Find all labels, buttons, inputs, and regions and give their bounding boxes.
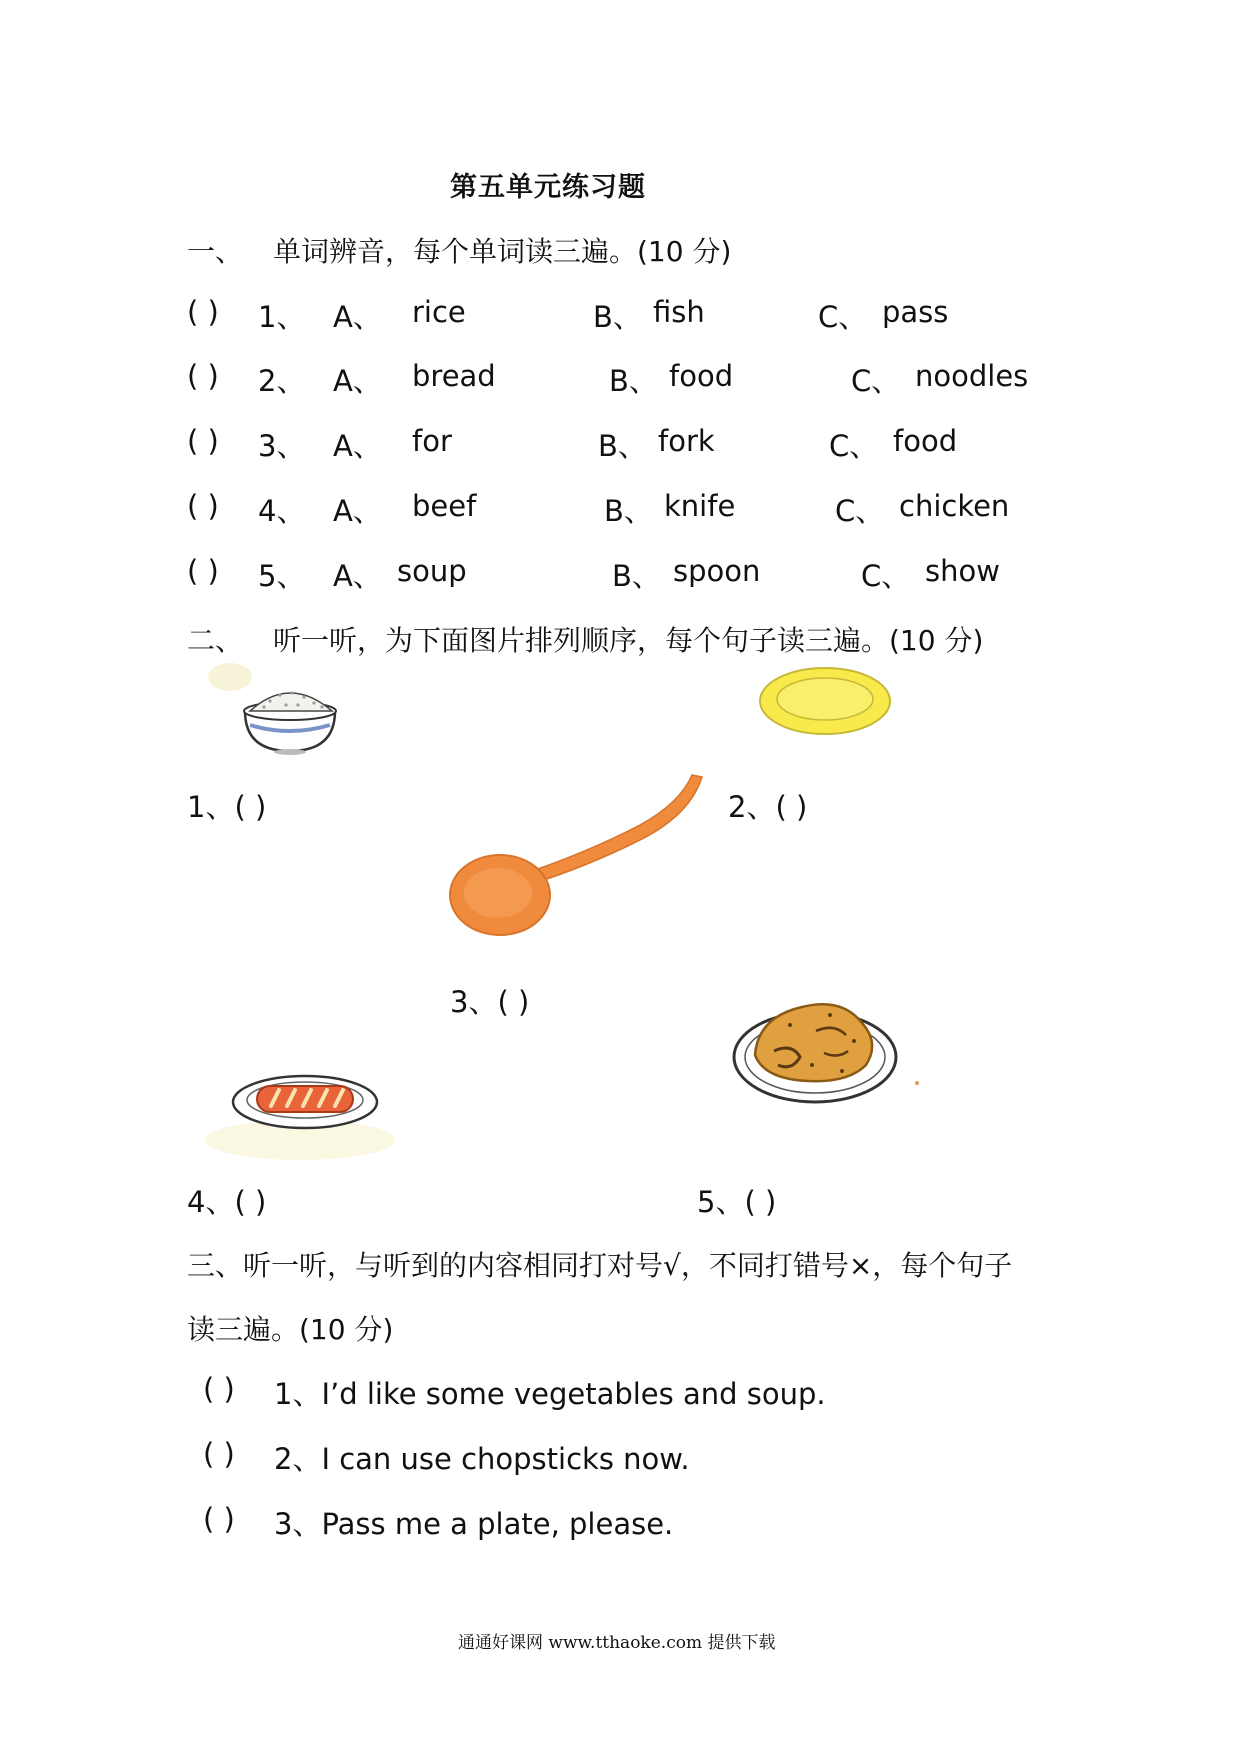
option-c-word: show [925, 554, 1000, 588]
option-b-letter: B、 [593, 300, 642, 334]
question-number: 2、 [258, 364, 306, 398]
footer-credit: 通通好课网 www.tthaoke.com 提供下载 [458, 1633, 776, 1653]
question-number: 3、 [258, 429, 306, 463]
section3-heading-line2: 读三遍。(10 分) [187, 1313, 394, 1346]
spoon-icon [440, 775, 710, 940]
question-number: 1、 [258, 300, 306, 334]
option-c-word: noodles [915, 359, 1029, 393]
option-c-letter: C、 [861, 559, 911, 593]
answer-paren[interactable]: ( ) [187, 489, 219, 523]
option-b-letter: B、 [612, 559, 661, 593]
option-a-letter: A、 [333, 429, 382, 463]
section2-heading: 听一听，为下面图片排列顺序，每个句子读三遍。(10 分) [273, 624, 984, 657]
picture-5-label[interactable]: 5、( ) [697, 1185, 777, 1219]
option-a-letter: A、 [333, 494, 382, 528]
option-c-letter: C、 [818, 300, 868, 334]
option-b-word: spoon [673, 554, 761, 588]
picture-4-label[interactable]: 4、( ) [187, 1185, 267, 1219]
option-c-letter: C、 [835, 494, 885, 528]
section1-heading: 单词辨音，每个单词读三遍。(10 分) [273, 235, 732, 268]
answer-paren[interactable]: ( ) [187, 359, 219, 393]
section1-number: 一、 [187, 235, 244, 268]
option-b-word: food [669, 359, 734, 393]
option-a-word: soup [397, 554, 467, 588]
answer-paren[interactable]: ( ) [187, 424, 219, 458]
plate-icon [755, 665, 895, 737]
section2-number: 二、 [187, 624, 244, 657]
answer-paren[interactable]: ( ) [187, 295, 219, 329]
sentence-text: 1、I’d like some vegetables and soup. [274, 1377, 826, 1411]
option-b-word: knife [664, 489, 736, 523]
option-a-word: bread [412, 359, 496, 393]
option-c-letter: C、 [829, 429, 879, 463]
answer-paren[interactable]: ( ) [187, 554, 219, 588]
option-a-word: beef [412, 489, 477, 523]
option-b-letter: B、 [598, 429, 647, 463]
chicken-plate-icon [730, 995, 925, 1115]
answer-paren[interactable]: ( ) [203, 1372, 235, 1406]
option-b-word: fish [653, 295, 705, 329]
picture-1-label[interactable]: 1、( ) [187, 790, 267, 824]
option-c-word: chicken [899, 489, 1010, 523]
answer-paren[interactable]: ( ) [203, 1502, 235, 1536]
question-number: 5、 [258, 559, 306, 593]
option-a-letter: A、 [333, 559, 382, 593]
sentence-text: 3、Pass me a plate, please. [274, 1507, 674, 1541]
option-b-letter: B、 [604, 494, 653, 528]
rice-bowl-icon [200, 655, 350, 755]
picture-3-label[interactable]: 3、( ) [450, 985, 530, 1019]
option-a-letter: A、 [333, 300, 382, 334]
option-a-letter: A、 [333, 364, 382, 398]
option-a-word: for [412, 424, 452, 458]
sausage-plate-icon [205, 1060, 395, 1160]
option-c-word: pass [882, 295, 949, 329]
option-c-letter: C、 [851, 364, 901, 398]
option-b-letter: B、 [609, 364, 658, 398]
answer-paren[interactable]: ( ) [203, 1437, 235, 1471]
page-title: 第五单元练习题 [450, 172, 646, 203]
picture-2-label[interactable]: 2、( ) [728, 790, 808, 824]
sentence-text: 2、I can use chopsticks now. [274, 1442, 690, 1476]
section3-heading-line1: 三、听一听，与听到的内容相同打对号√，不同打错号×，每个句子 [187, 1249, 1013, 1282]
option-b-word: fork [658, 424, 715, 458]
option-c-word: food [893, 424, 958, 458]
question-number: 4、 [258, 494, 306, 528]
option-a-word: rice [412, 295, 466, 329]
